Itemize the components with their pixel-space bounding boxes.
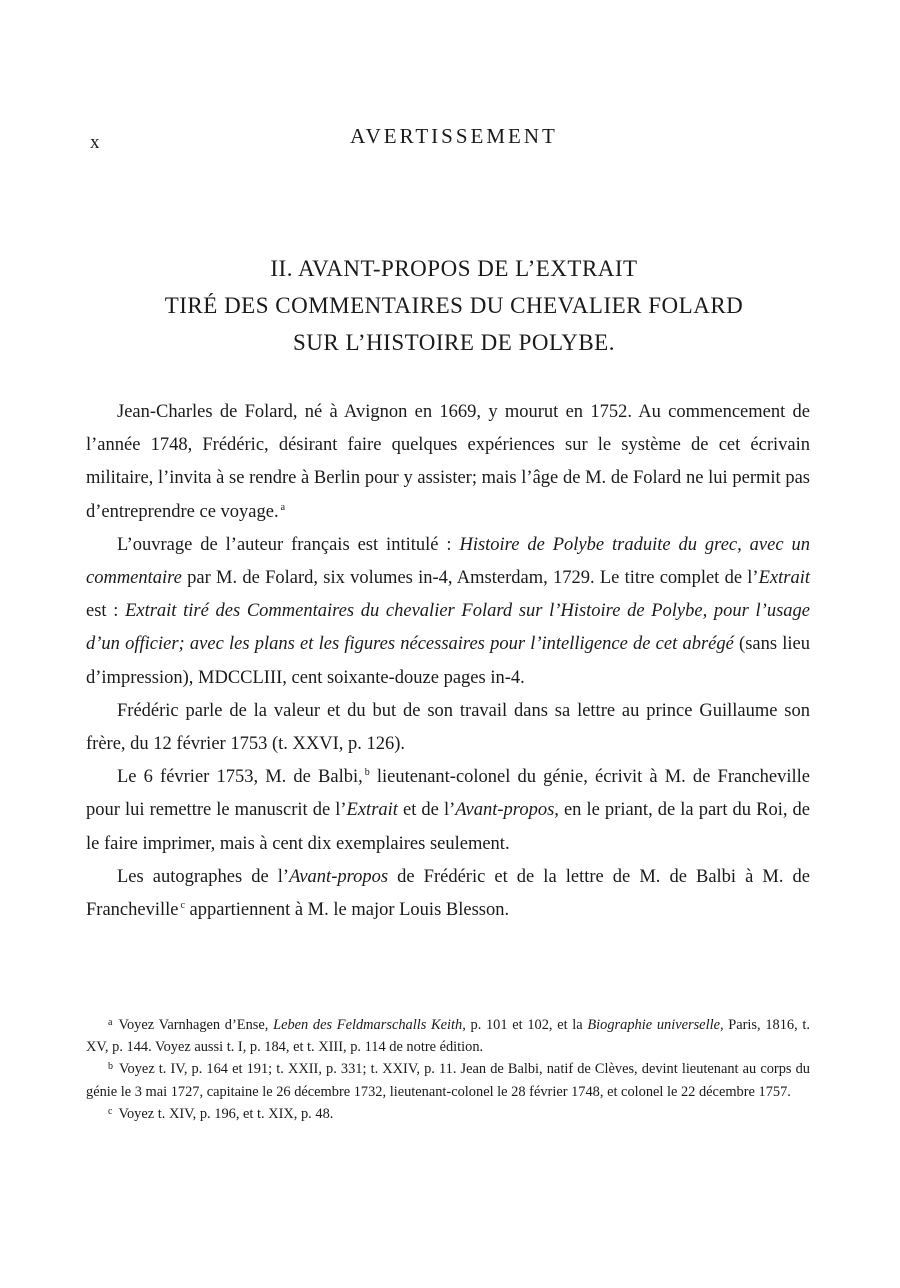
book-title-histoire: Histoire de Polybe traduite du grec, avec un commentaire: [86, 534, 810, 589]
paragraph-4-text-3: et de l’: [397, 800, 456, 821]
footnote-b-text: Voyez t. IV, p. 164 et 191; t. XXII, p. 331; t. XXIV, p. 11. Jean de Balbi, natif de Clèves, devint lieutenant au corps du génie le 3 mai 1727, capitaine le 26 décembre 1732, lieutenant-colonel le 28 février 1748, et colonel le 22 décembre 1757.: [86, 1061, 810, 1100]
paragraph-5-text-3: appartiennent à M. le major Louis Blesson.: [184, 900, 510, 921]
paragraph-2-text-4: (sans lieu d’impression), MDCCLIII, cent soixante-douze pages in-4.: [86, 634, 810, 688]
footnote-a-title-2: Biographie universelle: [587, 1017, 720, 1033]
footnote-ref-c[interactable]: c: [180, 900, 185, 912]
footnote-a-title-1: Leben des Feldmarschalls Keith: [273, 1017, 463, 1033]
paragraph-4-text-1: Le 6 février 1753, M. de Balbi,: [117, 767, 363, 788]
footnote-a-text-3: , Paris, 1816, t. XV, p. 144. Voyez aussi t. I, p. 184, et t. XIII, p. 114 de notre édition.: [86, 1017, 810, 1056]
footnotes: [86, 1014, 810, 1125]
section-title-line-3: SUR L’HISTOIRE DE POLYBE.: [292, 330, 615, 355]
footnote-ref-a[interactable]: a: [280, 501, 286, 513]
footnote-c: [86, 1103, 810, 1125]
footnote-mark-b: b: [108, 1061, 113, 1073]
paragraph-4-text-4: en le priant, de la part du Roi, de le faire imprimer, mais à cent dix exemplaires seulement.: [86, 800, 810, 854]
running-title: AVERTISSEMENT: [350, 124, 558, 148]
book-title-full-extrait: Extrait tiré des Commentaires du chevalier Folard sur l’Histoire de Polybe, pour l’usage d’un officier; avec les plans et les figures nécessaires pour l’intelligence de cet abrégé: [86, 601, 810, 655]
paragraph-1-text: Jean-Charles de Folard, né à Avignon en 1669, y mourut en 1752. Au commencement de l’année 1748, Frédéric, désirant faire quelques expériences sur le système de cet écrivain militaire, l’invita à se rendre à Berlin pour y assister; mais l’âge de M. de Folard ne lui permit pas d’entreprendre ce voyage.: [86, 402, 810, 522]
paragraph-5-text-1: Les autographes de l’: [117, 866, 290, 887]
body-text: [86, 396, 810, 927]
paragraph-3-text: Frédéric parle de la valeur et du but de son travail dans sa lettre au prince Guillaume son frère, du 12 février 1753 (t. XXVI, p. 126).: [86, 700, 810, 755]
section-title-line-2: TIRÉ DES COMMENTAIRES DU CHEVALIER FOLARD: [164, 293, 744, 318]
paragraph-2-text-2: par M. de Folard, six volumes in-4, Amsterdam, 1729. Le titre complet de l’: [181, 568, 759, 589]
footnote-mark-a: a: [108, 1017, 113, 1028]
paragraph-4-text-2: lieutenant-colonel du génie, écrivit à M. de Francheville pour lui remettre le manuscrit de l’: [86, 767, 810, 821]
footnote-a-text-1: Voyez Varnhagen d’Ense,: [118, 1017, 274, 1033]
footnote-b: [86, 1058, 810, 1102]
section-title-line-1: II. AVANT-PROPOS DE L’EXTRAIT: [270, 256, 638, 281]
footnote-a-text-2: , p. 101 et 102, et la: [462, 1017, 588, 1033]
paragraph-3: [86, 695, 810, 761]
paragraph-4: [86, 761, 810, 861]
book-title-extrait: Extrait: [758, 568, 810, 589]
paragraph-5: [86, 861, 810, 927]
paragraph-5-text-2: de Frédéric et de la lettre de M. de Balbi à M. de Francheville: [86, 866, 811, 921]
running-head: [88, 124, 820, 154]
title-avant-propos-2: Avant-propos: [289, 866, 389, 887]
title-avant-propos: Avant-propos,: [455, 800, 559, 821]
title-extrait: Extrait: [346, 800, 398, 821]
footnote-mark-c: c: [108, 1105, 113, 1117]
paragraph-2-text-3: est :: [86, 601, 126, 622]
paragraph-2: [86, 529, 810, 695]
paragraph-1: [86, 396, 810, 529]
footnote-ref-b[interactable]: b: [364, 767, 370, 779]
section-title: [88, 250, 820, 361]
footnote-a: [86, 1014, 810, 1058]
paragraph-2-text-1: L’ouvrage de l’auteur français est intitulé :: [117, 534, 460, 555]
page-number: x: [90, 132, 101, 153]
footnote-c-text: Voyez t. XIV, p. 196, et t. XIX, p. 48.: [118, 1105, 334, 1122]
